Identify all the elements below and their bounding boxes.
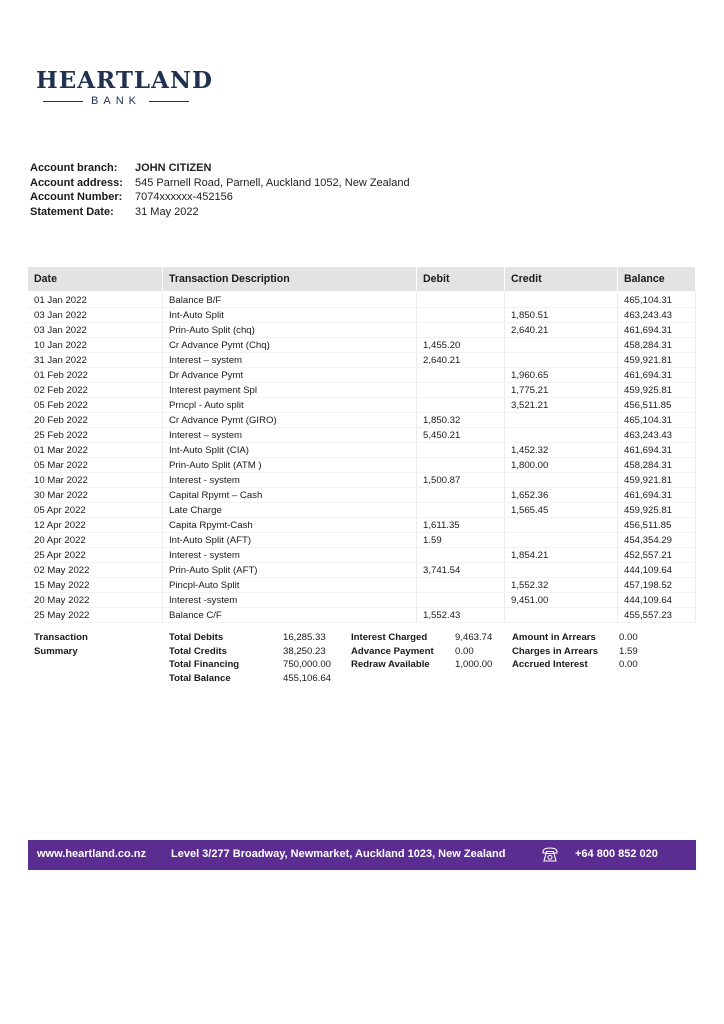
table-row — [28, 578, 696, 593]
cell-balance: 461,694.31 — [618, 443, 696, 458]
cell-balance: 463,243.43 — [618, 308, 696, 323]
cell-debit — [417, 398, 505, 413]
total-financing-value: 750,000.00 — [283, 659, 332, 670]
statement-date-value: 31 May 2022 — [135, 205, 199, 218]
cell-date: 12 Apr 2022 — [28, 518, 163, 533]
table-row — [28, 353, 696, 368]
cell-debit: 1,552.43 — [417, 608, 505, 623]
account-branch-value: JOHN CITIZEN — [135, 162, 212, 174]
table-row — [28, 503, 696, 518]
cell-date: 01 Mar 2022 — [28, 443, 163, 458]
cell-description: Capital Rpymt – Cash — [163, 488, 417, 503]
table-row — [28, 473, 696, 488]
charges-in-arrears-value: 1.59 — [619, 645, 638, 657]
cell-date: 05 Mar 2022 — [28, 458, 163, 473]
cell-credit: 1,854.21 — [505, 548, 618, 563]
cell-date: 30 Mar 2022 — [28, 488, 163, 503]
footer-phone[interactable]: +64 800 852 020 — [575, 848, 658, 860]
table-row — [28, 608, 696, 623]
cell-debit — [417, 548, 505, 563]
cell-balance: 456,511.85 — [618, 518, 696, 533]
cell-credit: 1,960.65 — [505, 368, 618, 383]
cell-description: Int-Auto Split — [163, 308, 417, 323]
cell-balance: 465,104.31 — [618, 413, 696, 428]
account-info — [30, 162, 410, 220]
advance-payment-value: 0.00 — [455, 645, 474, 657]
transactions-body — [28, 291, 696, 623]
summary-title-line2: Summary — [34, 645, 78, 657]
accrued-interest-label: Accrued Interest — [512, 659, 588, 670]
cell-date: 01 Jan 2022 — [28, 291, 163, 308]
statement-date-label: Statement Date: — [30, 205, 114, 218]
logo-name: HEARTLAND — [36, 67, 213, 94]
cell-credit: 2,640.21 — [505, 323, 618, 338]
account-address-value: 545 Parnell Road, Parnell, Auckland 1052, New Zealand — [135, 176, 410, 189]
cell-date: 10 Mar 2022 — [28, 473, 163, 488]
table-row — [28, 458, 696, 473]
cell-date: 05 Apr 2022 — [28, 503, 163, 518]
account-branch-label: Account branch: — [30, 162, 118, 174]
cell-debit — [417, 593, 505, 608]
cell-date: 20 Apr 2022 — [28, 533, 163, 548]
table-header-row — [28, 267, 696, 291]
charges-in-arrears-label: Charges in Arrears — [512, 645, 599, 657]
redraw-available-label: Redraw Available — [351, 659, 430, 670]
cell-credit: 1,775.21 — [505, 383, 618, 398]
header-credit: Credit — [505, 267, 618, 291]
table-row — [28, 383, 696, 398]
cell-debit: 3,741.54 — [417, 563, 505, 578]
cell-credit: 1,800.00 — [505, 458, 618, 473]
cell-credit: 1,565.45 — [505, 503, 618, 518]
cell-description: Interest payment Spl — [163, 383, 417, 398]
cell-credit — [505, 608, 618, 623]
cell-date: 25 Apr 2022 — [28, 548, 163, 563]
transactions-table — [28, 267, 696, 623]
header-balance: Balance — [618, 267, 696, 291]
cell-debit: 1.59 — [417, 533, 505, 548]
phone-icon — [540, 845, 560, 865]
cell-balance: 458,284.31 — [618, 338, 696, 353]
cell-balance: 459,921.81 — [618, 473, 696, 488]
cell-description: Interest - system — [163, 473, 417, 488]
cell-description: Prin-Auto Split (AFT) — [163, 563, 417, 578]
cell-date: 31 Jan 2022 — [28, 353, 163, 368]
header-debit: Debit — [417, 267, 505, 291]
footer-address: Level 3/277 Broadway, Newmarket, Auckland 1023, New Zealand — [171, 848, 506, 860]
cell-description: Cr Advance Pymt (Chq) — [163, 338, 417, 353]
summary-title — [34, 632, 88, 659]
cell-description: Interest -system — [163, 593, 417, 608]
cell-credit — [505, 473, 618, 488]
cell-credit — [505, 338, 618, 353]
cell-credit — [505, 413, 618, 428]
table-row — [28, 563, 696, 578]
cell-credit — [505, 428, 618, 443]
table-row — [28, 488, 696, 503]
header-description: Transaction Description — [163, 267, 417, 291]
cell-debit: 1,455.20 — [417, 338, 505, 353]
cell-date: 20 May 2022 — [28, 593, 163, 608]
cell-balance: 444,109.64 — [618, 563, 696, 578]
cell-debit — [417, 443, 505, 458]
cell-balance: 444,109.64 — [618, 593, 696, 608]
cell-date: 25 May 2022 — [28, 608, 163, 623]
table-row — [28, 323, 696, 338]
cell-credit: 3,521.21 — [505, 398, 618, 413]
table-row — [28, 533, 696, 548]
summary-totals-labels — [169, 632, 239, 686]
total-debits-label: Total Debits — [169, 632, 224, 643]
cell-description: Interest - system — [163, 548, 417, 563]
cell-debit: 2,640.21 — [417, 353, 505, 368]
account-number-value: 7074xxxxxx-452156 — [135, 191, 233, 203]
cell-description: Balance B/F — [163, 291, 417, 308]
cell-date: 03 Jan 2022 — [28, 323, 163, 338]
cell-description: Capita Rpymt-Cash — [163, 518, 417, 533]
cell-balance: 452,557.21 — [618, 548, 696, 563]
cell-date: 02 Feb 2022 — [28, 383, 163, 398]
cell-credit: 1,452.32 — [505, 443, 618, 458]
account-address-row — [30, 177, 410, 192]
table-row — [28, 593, 696, 608]
cell-credit — [505, 518, 618, 533]
cell-description: Balance C/F — [163, 608, 417, 623]
total-credits-value: 38,250.23 — [283, 645, 326, 657]
table-row — [28, 443, 696, 458]
table-row — [28, 291, 696, 308]
table-row — [28, 398, 696, 413]
cell-description: Pincpl-Auto Split — [163, 578, 417, 593]
interest-charged-value: 9,463.74 — [455, 632, 493, 643]
summary-interest-values — [455, 632, 492, 673]
cell-debit — [417, 368, 505, 383]
cell-balance: 461,694.31 — [618, 323, 696, 338]
advance-payment-label: Advance Payment — [351, 645, 434, 657]
table-row — [28, 308, 696, 323]
cell-credit: 1,652.36 — [505, 488, 618, 503]
account-number-label: Account Number: — [30, 191, 123, 203]
summary-arrears-values — [619, 632, 638, 673]
table-row — [28, 413, 696, 428]
logo-sub-text: BANK — [91, 95, 141, 107]
cell-balance: 454,354.29 — [618, 533, 696, 548]
cell-date: 15 May 2022 — [28, 578, 163, 593]
cell-balance: 455,557.23 — [618, 608, 696, 623]
cell-description: Int-Auto Split (CIA) — [163, 443, 417, 458]
footer-website-link[interactable]: www.heartland.co.nz — [37, 848, 146, 860]
account-address-label: Account address: — [30, 176, 123, 189]
account-number-row — [30, 191, 410, 206]
cell-date: 10 Jan 2022 — [28, 338, 163, 353]
cell-balance: 457,198.52 — [618, 578, 696, 593]
amount-in-arrears-value: 0.00 — [619, 632, 638, 643]
table-row — [28, 518, 696, 533]
bank-logo — [36, 67, 213, 107]
cell-debit — [417, 458, 505, 473]
cell-description: Prin-Auto Split (ATM ) — [163, 458, 417, 473]
total-debits-value: 16,285.33 — [283, 632, 326, 643]
redraw-available-value: 1,000.00 — [455, 659, 493, 670]
table-row — [28, 338, 696, 353]
cell-debit — [417, 291, 505, 308]
cell-balance: 465,104.31 — [618, 291, 696, 308]
total-credits-label: Total Credits — [169, 645, 227, 657]
cell-debit: 1,850.32 — [417, 413, 505, 428]
cell-description: Interest – system — [163, 353, 417, 368]
cell-balance: 459,925.81 — [618, 503, 696, 518]
footer-bar — [28, 840, 696, 870]
amount-in-arrears-label: Amount in Arrears — [512, 632, 596, 643]
cell-date: 02 May 2022 — [28, 563, 163, 578]
cell-description: Interest – system — [163, 428, 417, 443]
cell-debit: 1,611.35 — [417, 518, 505, 533]
cell-description: Prin-Auto Split (chq) — [163, 323, 417, 338]
cell-balance: 463,243.43 — [618, 428, 696, 443]
cell-credit — [505, 353, 618, 368]
cell-balance: 458,284.31 — [618, 458, 696, 473]
table-row — [28, 428, 696, 443]
cell-credit — [505, 563, 618, 578]
cell-credit: 9,451.00 — [505, 593, 618, 608]
cell-credit — [505, 291, 618, 308]
summary-arrears-labels — [512, 632, 598, 673]
cell-date: 25 Feb 2022 — [28, 428, 163, 443]
accrued-interest-value: 0.00 — [619, 659, 638, 670]
header-date: Date — [28, 267, 163, 291]
cell-description: Cr Advance Pymt (GIRO) — [163, 413, 417, 428]
cell-debit: 1,500.87 — [417, 473, 505, 488]
cell-description: Prncpl - Auto split — [163, 398, 417, 413]
cell-debit: 5,450.21 — [417, 428, 505, 443]
cell-date: 05 Feb 2022 — [28, 398, 163, 413]
statement-date-row — [30, 206, 410, 221]
cell-debit — [417, 503, 505, 518]
cell-debit — [417, 488, 505, 503]
cell-description: Late Charge — [163, 503, 417, 518]
cell-date: 20 Feb 2022 — [28, 413, 163, 428]
logo-rule-left — [43, 101, 83, 102]
cell-date: 03 Jan 2022 — [28, 308, 163, 323]
cell-debit — [417, 383, 505, 398]
cell-debit — [417, 323, 505, 338]
cell-date: 01 Feb 2022 — [28, 368, 163, 383]
cell-credit — [505, 533, 618, 548]
summary-interest-labels — [351, 632, 434, 673]
total-balance-value: 455,106.64 — [283, 672, 332, 684]
total-balance-label: Total Balance — [169, 672, 231, 684]
summary-title-line1: Transaction — [34, 632, 88, 643]
total-financing-label: Total Financing — [169, 659, 240, 670]
cell-credit: 1,850.51 — [505, 308, 618, 323]
cell-balance: 459,925.81 — [618, 383, 696, 398]
cell-description: Int-Auto Split (AFT) — [163, 533, 417, 548]
account-branch-row — [30, 162, 410, 177]
cell-balance: 461,694.31 — [618, 368, 696, 383]
table-row — [28, 368, 696, 383]
cell-debit — [417, 578, 505, 593]
logo-subtitle — [36, 95, 196, 107]
cell-balance: 461,694.31 — [618, 488, 696, 503]
cell-description: Dr Advance Pymt — [163, 368, 417, 383]
cell-credit: 1,552.32 — [505, 578, 618, 593]
logo-rule-right — [149, 101, 189, 102]
summary-totals-values — [283, 632, 331, 686]
cell-balance: 459,921.81 — [618, 353, 696, 368]
table-row — [28, 548, 696, 563]
interest-charged-label: Interest Charged — [351, 632, 428, 643]
cell-balance: 456,511.85 — [618, 398, 696, 413]
cell-debit — [417, 308, 505, 323]
